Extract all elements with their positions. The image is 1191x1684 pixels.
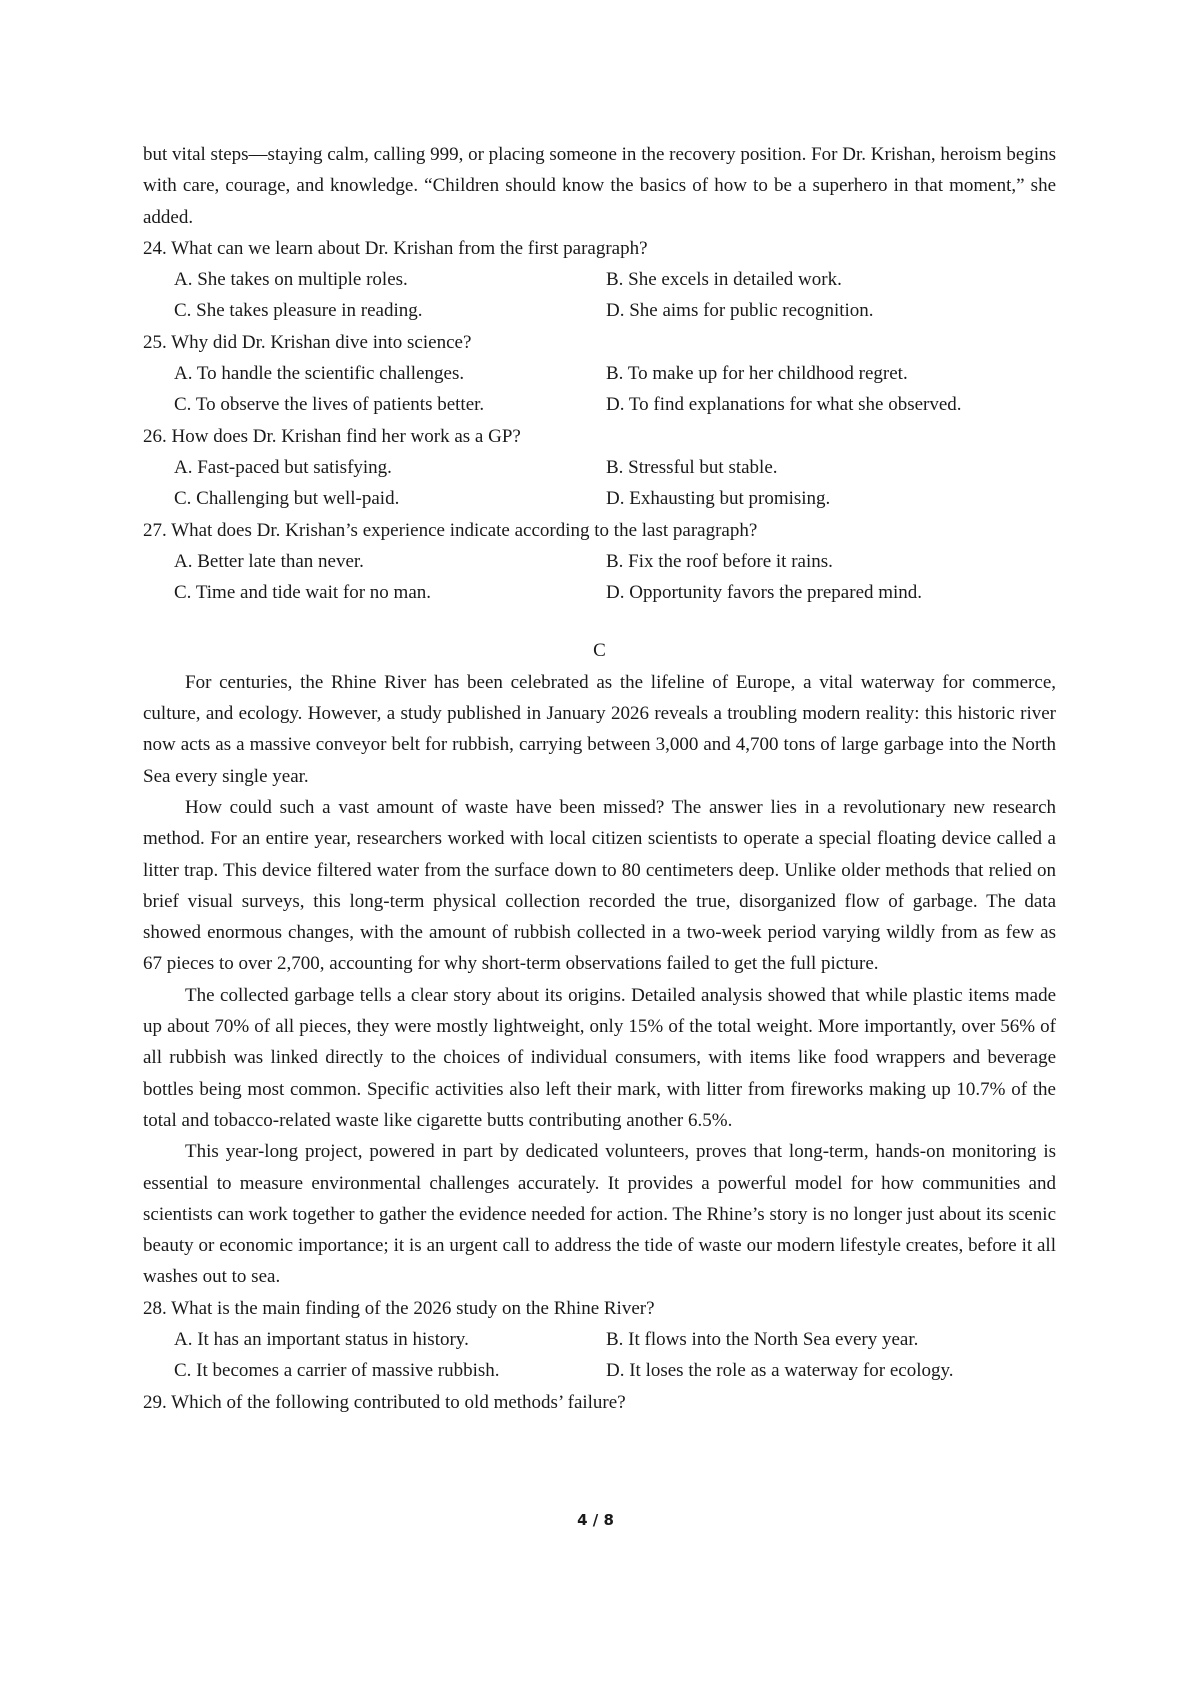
passage-c-paragraph: For centuries, the Rhine River has been celebrated as the lifeline of Europe, a vital waterway for commerce, culture, and ecology. However, a study published in January 2026 reveals a troubling modern reality: this historic river now acts as a massive conveyor belt for rubbish, carrying between 3,000 and 4,700 tons of large garbage into the North Sea every single year.	[143, 671, 1056, 787]
passage-b-closing-paragraph: but vital steps—staying calm, calling 999, or placing someone in the recovery position. For Dr. Krishan, heroism begins with care, courage, and knowledge. “Children should know the basics of how to be a superhero in that moment,” she added.	[143, 144, 1056, 228]
option-b: B. Fix the roof before it rains.	[606, 550, 833, 572]
question-26	[143, 421, 1056, 515]
exam-page-body	[143, 139, 1056, 1418]
option-d: D. Exhausting but promising.	[606, 488, 831, 510]
question-25	[143, 327, 1056, 421]
option-d: D. She aims for public recognition.	[606, 300, 874, 322]
option-a: A. To handle the scientific challenges.	[174, 363, 465, 385]
option-c: C. Time and tide wait for no man.	[174, 582, 432, 604]
question-stem: 27. What does Dr. Krishan’s experience indicate according to the last paragraph?	[143, 519, 758, 541]
passage-c-paragraph: How could such a vast amount of waste have been missed? The answer lies in a revolutionary new research method. For an entire year, researchers worked with local citizen scientists to operate a special floating device called a litter trap. This device filtered water from the surface down to 80 centimeters deep. Unlike older methods that relied on brief visual surveys, this long-term physical collection recorded the true, disorganized flow of garbage. The data showed enormous changes, with the amount of rubbish collected in a two-week period varying wildly from as few as 67 pieces to over 2,700, accounting for why short-term observations failed to get the full picture.	[143, 796, 1056, 975]
answer-options	[143, 452, 1056, 515]
option-c: C. To observe the lives of patients better.	[174, 394, 485, 416]
option-b: B. To make up for her childhood regret.	[606, 363, 908, 385]
section-heading: C	[593, 640, 606, 662]
option-a: A. Fast-paced but satisfying.	[174, 456, 392, 478]
option-d: D. To find explanations for what she observed.	[606, 394, 962, 416]
option-b: B. Stressful but stable.	[606, 456, 778, 478]
passage-c-paragraph: The collected garbage tells a clear story about its origins. Detailed analysis showed that while plastic items made up about 70% of all pieces, they were mostly lightweight, only 15% of the total weight. More importantly, over 56% of all rubbish was linked directly to the choices of individual consumers, with items like food wrappers and beverage bottles being most common. Specific activities also left their mark, with litter from fireworks making up 10.7% of the total and tobacco-related waste like cigarette butts contributing another 6.5%.	[143, 984, 1056, 1131]
question-29	[143, 1387, 1056, 1418]
question-stem: 25. Why did Dr. Krishan dive into science?	[143, 331, 472, 353]
option-b: B. It flows into the North Sea every year.	[606, 1328, 919, 1350]
option-d: D. It loses the role as a waterway for ecology.	[606, 1360, 954, 1382]
answer-options	[143, 264, 1056, 327]
option-c: C. She takes pleasure in reading.	[174, 300, 423, 322]
question-stem: 24. What can we learn about Dr. Krishan from the first paragraph?	[143, 237, 648, 259]
option-a: A. It has an important status in history.	[174, 1328, 469, 1350]
passage-c-paragraph: This year-long project, powered in part by dedicated volunteers, proves that long-term, hands-on monitoring is essential to measure environmental challenges accurately. It provides a powerful model for how communities and scientists can work together to gather the evidence needed for action. The Rhine’s story is no longer just about its scenic beauty or economic importance; it is an urgent call to address the tide of waste our modern lifestyle creates, before it all washes out to sea.	[143, 1141, 1056, 1288]
option-a: A. She takes on multiple roles.	[174, 269, 408, 291]
option-c: C. It becomes a carrier of massive rubbish.	[174, 1360, 500, 1382]
option-c: C. Challenging but well-paid.	[174, 488, 400, 510]
question-27	[143, 515, 1056, 609]
question-stem: 26. How does Dr. Krishan find her work as a GP?	[143, 425, 521, 447]
answer-options	[143, 358, 1056, 421]
question-stem: 29. Which of the following contributed to old methods’ failure?	[143, 1391, 626, 1413]
option-d: D. Opportunity favors the prepared mind.	[606, 582, 923, 604]
question-24	[143, 233, 1056, 327]
question-stem: 28. What is the main finding of the 2026 study on the Rhine River?	[143, 1297, 655, 1319]
answer-options	[143, 1324, 1056, 1387]
page-number: 4 / 8	[577, 1511, 614, 1529]
option-b: B. She excels in detailed work.	[606, 269, 842, 291]
answer-options	[143, 546, 1056, 609]
question-28	[143, 1293, 1056, 1387]
option-a: A. Better late than never.	[174, 550, 364, 572]
